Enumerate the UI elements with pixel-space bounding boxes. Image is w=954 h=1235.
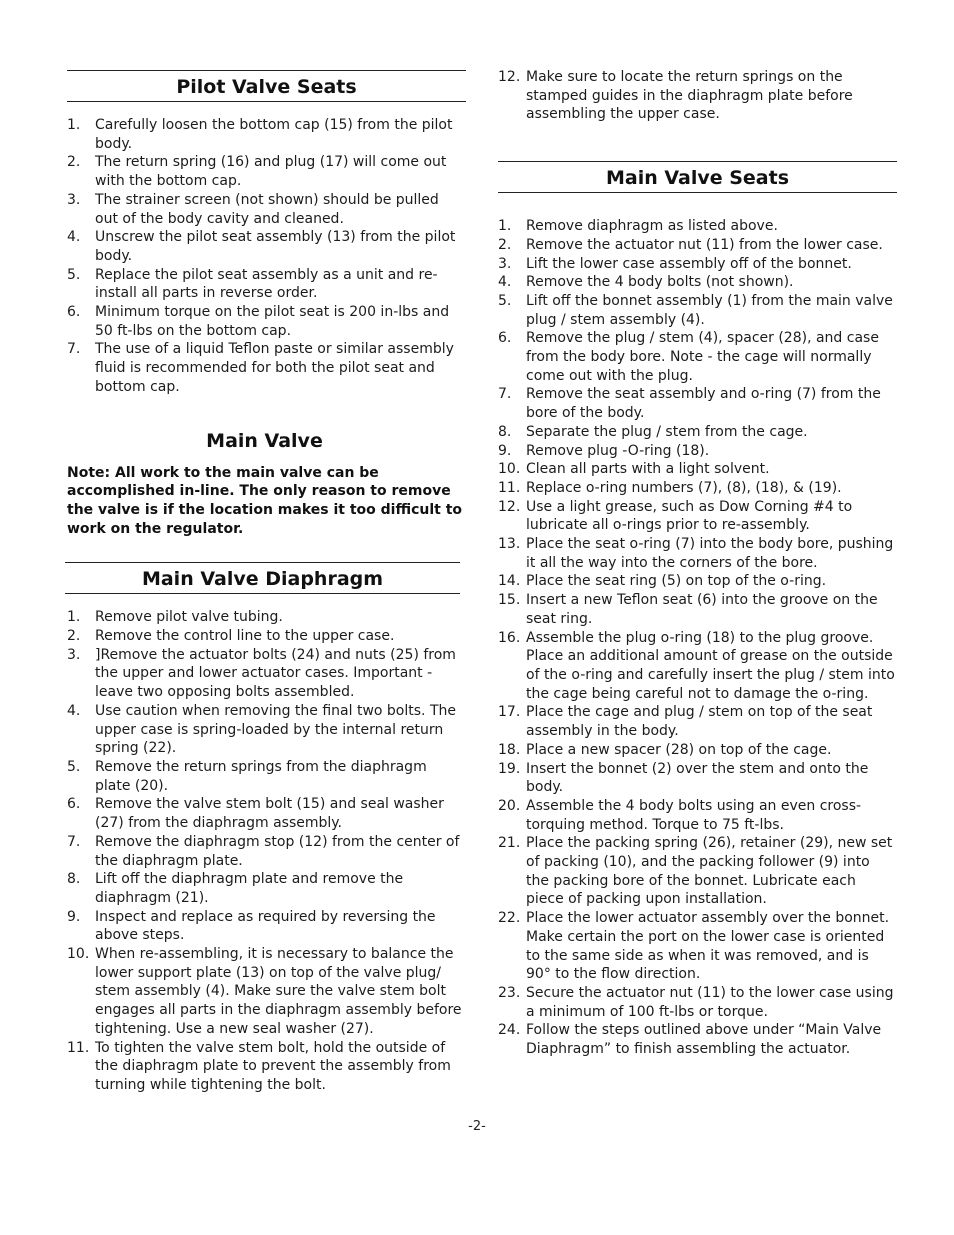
list-item xyxy=(498,760,897,797)
list-item xyxy=(67,116,466,153)
list-item xyxy=(498,629,897,704)
step-number: 11. xyxy=(498,479,521,496)
step-text: Follow the steps outlined above under “Main Valve Diaphragm” to finish assembling the actuator. xyxy=(526,1022,882,1058)
step-text: Remove the control line to the upper case. xyxy=(95,628,395,645)
step-number: 5. xyxy=(67,758,81,775)
main-valve-seats-heading: Main Valve Seats xyxy=(498,161,897,193)
step-number: 4. xyxy=(498,274,512,291)
step-number: 23. xyxy=(498,984,521,1001)
list-item xyxy=(67,627,466,646)
list-item xyxy=(498,217,897,236)
list-item xyxy=(67,303,466,340)
list-item xyxy=(498,423,897,442)
list-item xyxy=(498,273,897,292)
step-text: Remove the actuator nut (11) from the lower case. xyxy=(526,236,883,253)
step-text: Remove the seat assembly and o-ring (7) from the bore of the body. xyxy=(526,386,881,422)
step-text: ]Remove the actuator bolts (24) and nuts (25) from the upper and lower actuator cases. Important - leave two opposing bolts assembled. xyxy=(95,646,456,701)
step-number: 1. xyxy=(67,609,81,626)
step-text: Place a new spacer (28) on top of the cage. xyxy=(526,741,832,758)
step-number: 2. xyxy=(67,154,81,171)
list-item xyxy=(498,909,897,984)
main-valve-seats-steps xyxy=(498,217,897,1059)
step-number: 5. xyxy=(67,266,81,283)
list-item xyxy=(498,741,897,760)
step-text: Inspect and replace as required by reversing the above steps. xyxy=(95,908,436,944)
list-item xyxy=(498,535,897,572)
step-number: 24. xyxy=(498,1022,521,1039)
step-text: Remove diaphragm as listed above. xyxy=(526,218,778,235)
step-number: 9. xyxy=(67,908,81,925)
step-text: The return spring (16) and plug (17) will come out with the bottom cap. xyxy=(95,154,447,190)
list-item xyxy=(67,833,466,870)
step-number: 11. xyxy=(67,1039,90,1056)
step-number: 10. xyxy=(67,946,90,963)
step-text: Use caution when removing the final two bolts. The upper case is spring-loaded by the internal return spring (22). xyxy=(95,702,456,757)
step-text: Replace the pilot seat assembly as a unit and re-install all parts in reverse order. xyxy=(95,266,438,302)
step-text: Assemble the 4 body bolts using an even cross-torquing method. Torque to 75 ft-lbs. xyxy=(526,797,862,833)
step-text: Lift the lower case assembly off of the bonnet. xyxy=(526,255,852,272)
step-text: Place the lower actuator assembly over the bonnet. Make certain the port on the lower case is oriented to the same side as when it was removed, and is 90° to the flow direction. xyxy=(526,910,890,983)
step-number: 18. xyxy=(498,741,521,758)
step-number: 7. xyxy=(498,386,512,403)
step-number: 3. xyxy=(498,255,512,272)
main-valve-heading: Main Valve xyxy=(206,429,323,452)
list-item xyxy=(498,572,897,591)
step-text: Remove plug -O-ring (18). xyxy=(526,442,710,459)
step-number: 12. xyxy=(498,69,521,85)
step-text: Lift off the bonnet assembly (1) from the main valve plug / stem assembly (4). xyxy=(526,292,893,328)
step-text: Remove the diaphragm stop (12) from the center of the diaphragm plate. xyxy=(95,833,460,869)
list-item xyxy=(498,442,897,461)
step-number: 1. xyxy=(498,218,512,235)
step-text: The strainer screen (not shown) should be pulled out of the body cavity and cleaned. xyxy=(95,191,439,227)
step-text: Remove the return springs from the diaphragm plate (20). xyxy=(95,758,427,794)
list-item xyxy=(67,646,466,702)
step-text: Place the seat ring (5) on top of the o-ring. xyxy=(526,573,827,590)
list-item xyxy=(67,266,466,303)
step-number: 20. xyxy=(498,797,521,814)
left-column xyxy=(67,70,466,1095)
step-number: 21. xyxy=(498,835,521,852)
step-text: Secure the actuator nut (11) to the lower case using a minimum of 100 ft-lbs or torque. xyxy=(526,984,894,1020)
step-text: Remove the 4 body bolts (not shown). xyxy=(526,274,794,291)
list-item xyxy=(498,498,897,535)
step-text: When re-assembling, it is necessary to balance the lower support plate (13) on top of the valve plug/ stem assembly (4). Make sure the valve stem bolt engages all parts in the diaphragm assembly before tightening. Use a new seal washer (27). xyxy=(95,946,462,1037)
step-text: Use a light grease, such as Dow Corning #4 to lubricate all o-rings prior to re-assembly. xyxy=(526,498,853,534)
step-text: Place the seat o-ring (7) into the body bore, pushing it all the way into the corners of the bore. xyxy=(526,536,894,571)
step-text: Remove the valve stem bolt (15) and seal washer (27) from the diaphragm assembly. xyxy=(95,796,444,832)
step-number: 8. xyxy=(67,871,81,888)
list-item xyxy=(498,385,897,422)
list-item xyxy=(498,834,897,909)
page-number: -2- xyxy=(468,1119,486,1134)
list-item xyxy=(498,479,897,498)
step-text: Lift off the diaphragm plate and remove the diaphragm (21). xyxy=(95,871,404,906)
step-number: 12. xyxy=(498,498,521,515)
step-text: Remove the plug / stem (4), spacer (28), and case from the body bore. Note - the cage will normally come out with the plug. xyxy=(526,330,879,384)
step-text: Insert a new Teflon seat (6) into the groove on the seat ring. xyxy=(526,592,878,627)
step-number: 9. xyxy=(498,442,512,459)
step-text: Carefully loosen the bottom cap (15) from the pilot body. xyxy=(95,117,453,152)
step-number: 6. xyxy=(498,330,512,347)
step-number: 10. xyxy=(498,461,521,478)
list-item xyxy=(67,758,466,795)
step-text: Minimum torque on the pilot seat is 200 in-lbs and 50 ft-lbs on the bottom cap. xyxy=(95,304,450,339)
step-number: 13. xyxy=(498,536,521,553)
step-number: 19. xyxy=(498,760,521,777)
main-valve-diaphragm-steps xyxy=(67,608,466,1094)
list-item xyxy=(67,945,466,1039)
step-number: 3. xyxy=(67,646,81,663)
main-valve-note: Note: All work to the main valve can be accomplished in-line. The only reason to remove the valve is if the location makes it too difficult to work on the regulator. xyxy=(67,464,463,537)
step-number: 2. xyxy=(498,236,512,253)
list-item xyxy=(67,870,466,907)
step-text: Place the cage and plug / stem on top of the seat assembly in the body. xyxy=(526,704,873,740)
list-item xyxy=(67,191,466,228)
list-item xyxy=(498,591,897,628)
step-text: Remove pilot valve tubing. xyxy=(95,609,283,626)
list-item xyxy=(498,984,897,1021)
step-number: 22. xyxy=(498,910,521,927)
step-number: 5. xyxy=(498,292,512,309)
step-number: 3. xyxy=(67,191,81,208)
list-item xyxy=(498,797,897,834)
step-number: 4. xyxy=(67,702,81,719)
step-text: The use of a liquid Teflon paste or similar assembly fluid is recommended for both the pilot seat and bottom cap. xyxy=(95,341,454,395)
step-number: 8. xyxy=(498,423,512,440)
step-number: 17. xyxy=(498,704,521,721)
step-text: Insert the bonnet (2) over the stem and onto the body. xyxy=(526,760,869,796)
step-number: 1. xyxy=(67,117,81,133)
step-number: 16. xyxy=(498,629,521,646)
step-text: To tighten the valve stem bolt, hold the outside of the diaphragm plate to prevent the assembly from turning while tightening the bolt. xyxy=(95,1039,451,1093)
step-text: Replace o-ring numbers (7), (8), (18), & (19). xyxy=(526,479,842,496)
list-item xyxy=(498,68,897,124)
list-item xyxy=(67,608,466,627)
main-valve-diaphragm-heading: Main Valve Diaphragm xyxy=(65,562,460,594)
pilot-valve-seats-heading: Pilot Valve Seats xyxy=(67,70,466,102)
list-item xyxy=(67,702,466,758)
main-valve-diaphragm-steps-continued xyxy=(498,68,897,124)
list-item xyxy=(67,153,466,190)
step-number: 14. xyxy=(498,573,521,590)
list-item xyxy=(498,329,897,385)
step-text: Clean all parts with a light solvent. xyxy=(526,461,770,478)
list-item xyxy=(498,292,897,329)
list-item xyxy=(498,703,897,740)
list-item xyxy=(67,228,466,265)
list-item xyxy=(67,908,466,945)
step-text: Place the packing spring (26), retainer (29), new set of packing (10), and the packing follower (9) into the packing bore of the bonnet. Lubricate each piece of packing upon installation. xyxy=(526,835,893,908)
list-item xyxy=(67,795,466,832)
right-column xyxy=(498,68,897,1059)
step-number: 6. xyxy=(67,796,81,813)
step-number: 4. xyxy=(67,229,81,246)
step-text: Make sure to locate the return springs on the stamped guides in the diaphragm plate before assembling the upper case. xyxy=(526,69,853,123)
step-text: Assemble the plug o-ring (18) to the plug groove. Place an additional amount of grease on the outside of the o-ring and carefully insert the plug / stem into the cage being careful not to damage the o-ring. xyxy=(526,629,895,702)
step-text: Separate the plug / stem from the cage. xyxy=(526,423,808,440)
list-item xyxy=(498,1021,897,1058)
list-item xyxy=(498,255,897,274)
list-item xyxy=(67,1039,466,1095)
step-number: 15. xyxy=(498,592,521,609)
step-number: 6. xyxy=(67,304,81,321)
step-number: 2. xyxy=(67,628,81,645)
step-number: 7. xyxy=(67,341,81,358)
list-item xyxy=(498,460,897,479)
pilot-valve-seats-steps xyxy=(67,116,466,397)
step-text: Unscrew the pilot seat assembly (13) from the pilot body. xyxy=(95,229,456,264)
list-item xyxy=(67,340,466,396)
list-item xyxy=(498,236,897,255)
step-number: 7. xyxy=(67,833,81,850)
